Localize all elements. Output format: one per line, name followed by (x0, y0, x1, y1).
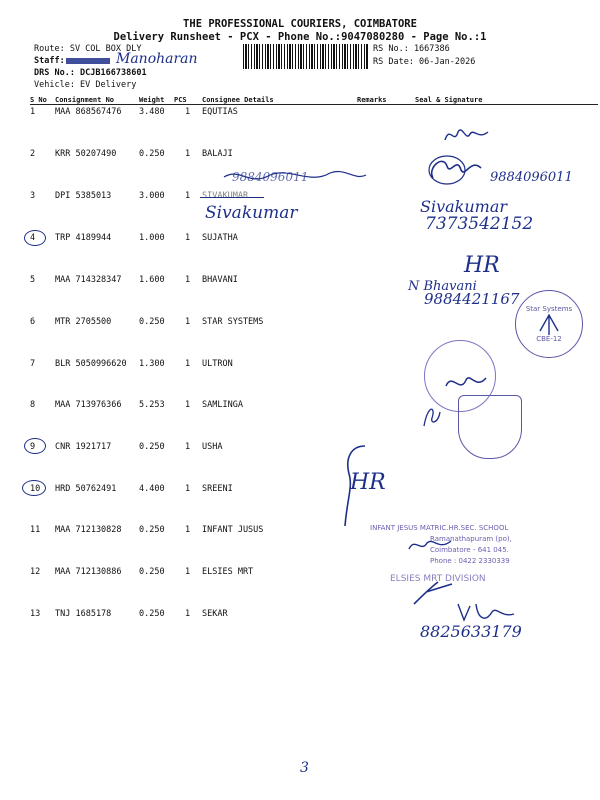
runsheet-subtitle: Delivery Runsheet - PCX - Phone No.:9047080280 - Page No.:1 (113, 31, 487, 43)
row-sno: 7 (30, 359, 36, 369)
row-consignment-no: BLR 5050996620 (55, 359, 127, 369)
staff-redaction (66, 58, 110, 64)
signature-row2 (425, 148, 485, 188)
row-pcs: 1 (185, 275, 191, 285)
row-weight: 0.250 (139, 567, 165, 577)
row-weight: 0.250 (139, 317, 165, 327)
company-title: THE PROFESSIONAL COURIERS, COIMBATORE (183, 18, 417, 30)
vehicle-label: Vehicle: EV Delivery (34, 80, 137, 90)
row-consignee: ELSIES MRT (202, 567, 254, 577)
row-consignment-no: MAA 714328347 (55, 275, 122, 285)
school-stamp-line2: Ramanathapuram (po), (430, 535, 512, 543)
signature-row8 (420, 400, 444, 430)
circle-mark-row4 (24, 230, 46, 246)
row-consignment-no: MAA 712130886 (55, 567, 122, 577)
route-label: Route: SV COL BOX DLY (34, 44, 142, 54)
signature-row7 (440, 368, 490, 398)
samlinga-stamp (458, 395, 522, 459)
row-consignee: SIVAKUMAR (202, 191, 249, 201)
signature-row11 (405, 535, 455, 555)
row-pcs: 1 (185, 525, 191, 535)
row-sno: 3 (30, 191, 36, 201)
row-consignee: BALAJI (202, 149, 233, 159)
row-consignment-no: MAA 713976366 (55, 400, 122, 410)
star-systems-stamp-mark (516, 291, 582, 357)
row-sno: 11 (30, 525, 41, 535)
row-consignee: SAMLINGA (202, 400, 243, 410)
row-pcs: 1 (185, 609, 191, 619)
row-consignee: BHAVANI (202, 275, 238, 285)
row-sno: 4 (30, 233, 36, 243)
drs-number: DRS No.: DCJB166738601 (34, 68, 147, 78)
row-weight: 1.600 (139, 275, 165, 285)
col-consignee: Consignee Details (202, 96, 274, 104)
row-sno: 12 (30, 567, 41, 577)
handwritten-phone-row3: 7373542152 (425, 214, 534, 234)
school-stamp-line3: Coimbatore - 641 045. (430, 546, 509, 554)
elsies-stamp: ELSIES MRT DIVISION (390, 574, 486, 584)
row-consignee: SUJATHA (202, 233, 238, 243)
row-consignment-no: MAA 868567476 (55, 107, 122, 117)
row-weight: 3.480 (139, 107, 165, 117)
row-sno: 5 (30, 275, 36, 285)
school-stamp-line1: INFANT JESUS MATRIC.HR.SEC. SCHOOL (370, 524, 509, 532)
col-remarks: Remarks (357, 96, 387, 104)
row-consignee: USHA (202, 442, 223, 452)
col-consignment: Consignment No (55, 96, 115, 104)
star-systems-stamp (515, 290, 583, 358)
handwritten-row2-right: 9884096011 (490, 170, 573, 185)
col-sno: S No (30, 96, 47, 104)
row-consignment-no: KRR 50207490 (55, 149, 117, 159)
row-weight: 0.250 (139, 149, 165, 159)
col-pcs: PCS (174, 96, 187, 104)
staff-handwritten: Manoharan (116, 51, 198, 67)
row-pcs: 1 (185, 400, 191, 410)
school-stamp-line4: Phone : 0422 2330339 (430, 557, 510, 565)
row-consignee: INFANT JUSUS (202, 525, 264, 535)
row-pcs: 1 (185, 317, 191, 327)
row-sno: 6 (30, 317, 36, 327)
staff-label: Staff: (34, 56, 65, 66)
handwritten-name-row3: Sivakumar (205, 203, 298, 223)
row-pcs: 1 (185, 149, 191, 159)
row-sno: 8 (30, 400, 36, 410)
page-mark: 3 (300, 760, 309, 776)
row-pcs: 1 (185, 567, 191, 577)
row-sno: 13 (30, 609, 41, 619)
row-weight: 1.000 (139, 233, 165, 243)
row-consignment-no: TNJ 1685178 (55, 609, 112, 619)
row-weight: 0.250 (139, 442, 165, 452)
row-sno: 9 (30, 442, 36, 452)
handwritten-phone-row13: 8825633179 (420, 622, 522, 641)
row-pcs: 1 (185, 107, 191, 117)
rs-date: RS Date: 06-Jan-2026 (373, 57, 476, 67)
row-weight: 3.000 (139, 191, 165, 201)
rs-number: RS No.: 1667386 (373, 44, 450, 54)
circle-mark-row10 (22, 480, 46, 496)
row-consignee: ULTRON (202, 359, 233, 369)
handwritten-initials-row10: HR (350, 470, 386, 495)
row-consignment-no: HRD 50762491 (55, 484, 117, 494)
row-pcs: 1 (185, 442, 191, 452)
row-consignee: SREENI (202, 484, 233, 494)
circle-mark-row9 (24, 438, 46, 454)
row-sno: 1 (30, 107, 36, 117)
handwritten-name-row5: N Bhavani (408, 279, 477, 294)
row-consignment-no: MTR 2705500 (55, 317, 112, 327)
star-systems-stamp-bottom: CBE-12 (536, 335, 562, 343)
row-consignee: SEKAR (202, 609, 228, 619)
col-weight: Weight (139, 96, 165, 104)
row-weight: 4.400 (139, 484, 165, 494)
header-rule (30, 104, 598, 105)
handwritten-initials-row5: HR (464, 253, 500, 278)
row-consignment-no: CNR 1921717 (55, 442, 112, 452)
row-pcs: 1 (185, 359, 191, 369)
handwritten-phone-row5: 9884421167 (424, 290, 520, 308)
row-weight: 0.250 (139, 609, 165, 619)
row-weight: 5.253 (139, 400, 165, 410)
row-sno: 2 (30, 149, 36, 159)
handwritten-number-row2: 9884096011 (232, 170, 309, 184)
row-consignment-no: TRP 4189944 (55, 233, 112, 243)
row-consignee: STAR SYSTEMS (202, 317, 264, 327)
row-pcs: 1 (185, 484, 191, 494)
handwritten-sign-row3: Sivakumar (420, 197, 508, 216)
col-seal-signature: Seal & Signature (415, 96, 483, 104)
signature-row1 (440, 120, 500, 150)
row-pcs: 1 (185, 191, 191, 201)
strike-row3-name (200, 197, 264, 198)
row-sno: 10 (30, 484, 41, 494)
row-weight: 0.250 (139, 525, 165, 535)
row-weight: 1.300 (139, 359, 165, 369)
row-consignment-no: DPI 5385013 (55, 191, 112, 201)
row-pcs: 1 (185, 233, 191, 243)
star-systems-stamp-top: Star Systems (525, 305, 573, 313)
row-consignment-no: MAA 712130828 (55, 525, 122, 535)
row-consignee: EQUTIAS (202, 107, 238, 117)
barcode (243, 44, 368, 69)
